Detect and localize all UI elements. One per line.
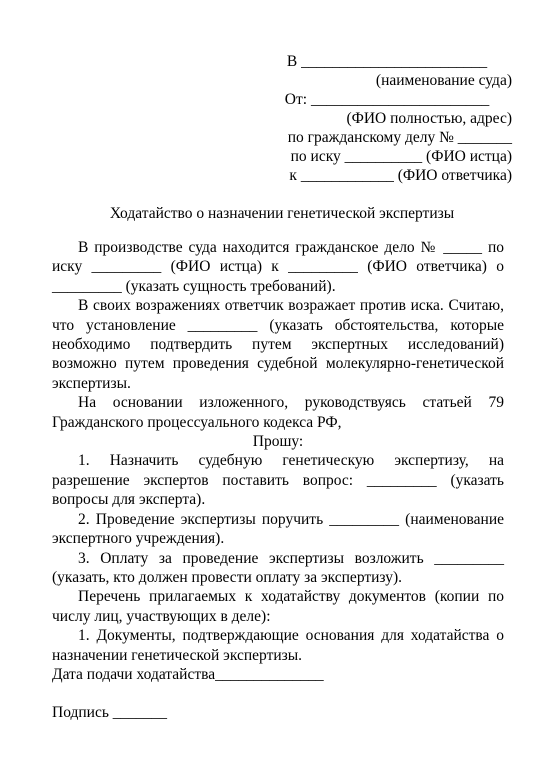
- attachments-intro: Перечень прилагаемых к ходатайству документов (копии по числу лиц, участвующих в деле):: [52, 588, 504, 625]
- plaintiff-line: по иску __________ (ФИО истца): [290, 148, 512, 165]
- court-caption: (наименование суда): [375, 72, 512, 89]
- from-caption: (ФИО полностью, адрес): [346, 110, 512, 127]
- paragraph-1: В производстве суда находится гражданское дело № _____ по иску _________ (ФИО истца) к _________ (ФИО ответчика) о _________ (указать сущность требований).: [52, 239, 504, 295]
- paragraph-2: В своих возражениях ответчик возражает против иска. Считаю, что установление _________ (указать обстоятельства, которые необходимо подтвердить путем экспертных исследований) возможно путем проведения судебной молекулярно-генетической экспертизы.: [52, 297, 504, 392]
- request-item-2: 2. Проведение экспертизы поручить _________ (наименование экспертного учреждения).: [52, 510, 504, 548]
- signature-line: Подпись _______: [52, 704, 168, 722]
- paragraph-3: На основании изложенного, руководствуясь статьей 79 Гражданского процессуального кодекса РФ,: [52, 394, 504, 431]
- document-title: Ходатайство о назначении генетической экспертизы: [109, 205, 455, 222]
- defendant-line: к ____________ (ФИО ответчика): [289, 167, 512, 184]
- court-line: В ________________________: [286, 53, 488, 70]
- filing-date: Дата подачи ходатайства______________: [52, 665, 324, 683]
- document-body: [52, 238, 504, 723]
- request-heading: Прошу:: [252, 433, 304, 451]
- header-block: [262, 52, 512, 185]
- attachment-item-1: 1. Документы, подтверждающие основания для ходатайства о назначении генетической экспертизы.: [52, 627, 504, 664]
- request-item-3: 3. Оплату за проведение экспертизы возложить _________ (указать, кто должен провести оплату за экспертизу).: [52, 549, 504, 586]
- case-line: по гражданскому делу № _______: [287, 129, 512, 146]
- from-line: От: _______________________: [284, 91, 490, 108]
- spacer: [52, 684, 504, 703]
- request-item-1: 1. Назначить судебную генетическую экспертизу, на разрешение экспертов поставить вопрос: _________ (указать вопросы для эксперта).: [52, 452, 504, 509]
